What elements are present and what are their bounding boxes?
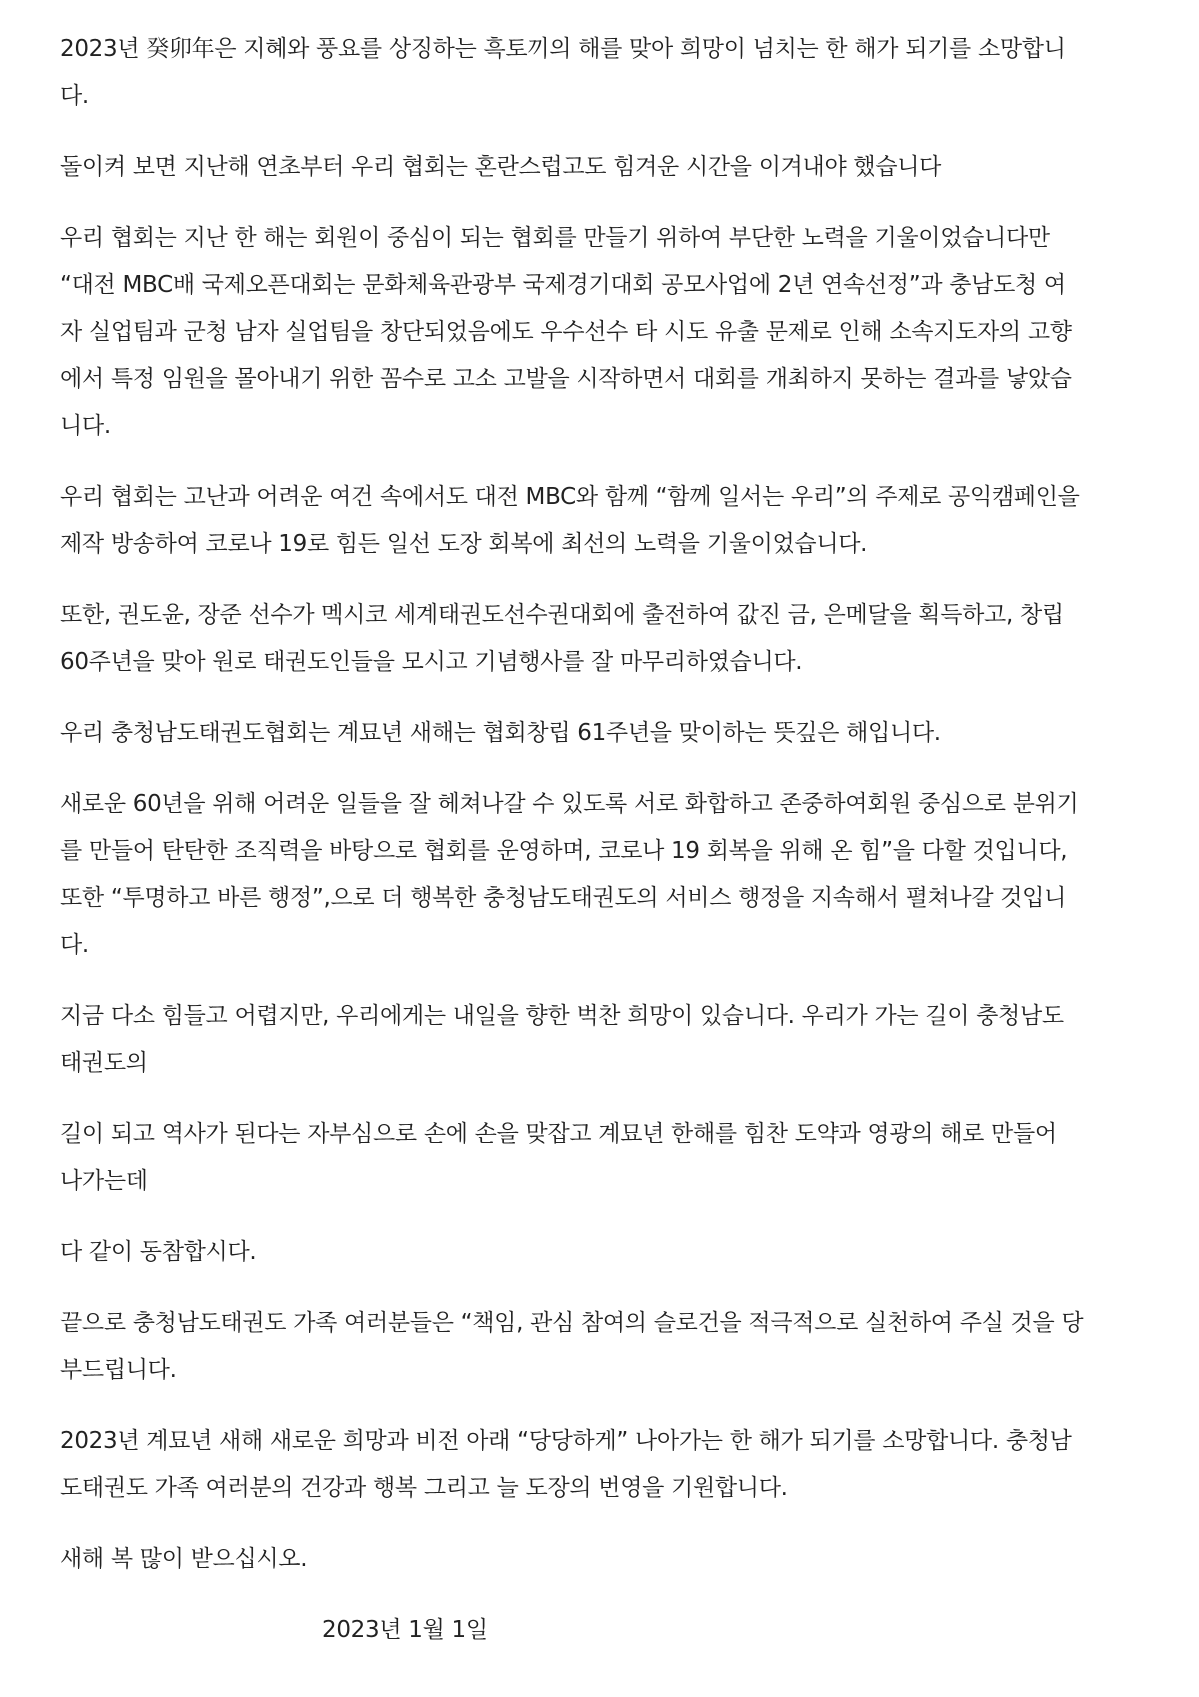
paragraph-line: 새해 복 많이 받으십시오. (60, 1546, 308, 1572)
paragraph-5 (60, 592, 1139, 686)
paragraph-line: 2023년 癸卯年은 지혜와 풍요를 상징하는 흑토끼의 해를 맞아 희망이 넘치는 한 해가 되기를 소망합니 (60, 36, 1066, 62)
paragraph-line: 새로운 60년을 위해 어려운 일들을 잘 헤쳐나갈 수 있도록 서로 화합하고 존중하여회원 중심으로 분위기 (60, 791, 1079, 817)
paragraph-line: 태권도의 (60, 1050, 148, 1076)
paragraph-line: 또한, 권도윤, 장준 선수가 멕시코 세계태권도선수권대회에 출전하여 값진 금, 은메달을 획득하고, 창립 (60, 602, 1064, 628)
paragraph-11 (60, 1300, 1139, 1394)
paragraph-line: 돌이켜 보면 지난해 연초부터 우리 협회는 혼란스럽고도 힘겨운 시간을 이겨내야 했습니다 (60, 154, 942, 180)
paragraph-1 (60, 26, 1139, 120)
paragraph-3 (60, 215, 1139, 450)
paragraph-line: “대전 MBC배 국제오픈대회는 문화체육관광부 국제경기대회 공모사업에 2년 연속선정”과 충남도청 여 (60, 272, 1066, 298)
paragraph-line: 다 같이 동참합시다. (60, 1239, 257, 1265)
paragraph-line: 우리 협회는 지난 한 해는 회원이 중심이 되는 협회를 만들기 위하여 부단한 노력을 기울이었습니다만 (60, 225, 1050, 251)
paragraph-line: 우리 협회는 고난과 어려운 여건 속에서도 대전 MBC와 함께 “함께 일서는 우리”의 주제로 공익캠페인을 (60, 484, 1080, 510)
paragraph-line: 다. (60, 83, 89, 109)
paragraph-line: 또한 “투명하고 바른 행정”,으로 더 행복한 충청남도태권도의 서비스 행정을 지속해서 펼쳐나갈 것입니 (60, 885, 1067, 911)
paragraph-line: 니다. (60, 413, 111, 439)
document-date: 2023년 1월 1일 (322, 1617, 488, 1643)
paragraph-line: 도태권도 가족 여러분의 건강과 행복 그리고 늘 도장의 번영을 기원합니다. (60, 1475, 788, 1501)
paragraph-line: 우리 충청남도태권도협회는 계묘년 새해는 협회창립 61주년을 맞이하는 뜻깊은 해입니다. (60, 720, 941, 746)
paragraph-line: 끝으로 충청남도태권도 가족 여러분들은 “책임, 관심 참여의 슬로건을 적극적으로 실천하여 주실 것을 당 (60, 1310, 1084, 1336)
paragraph-12 (60, 1418, 1139, 1512)
paragraph-line: 다. (60, 932, 89, 958)
paragraph-line: 60주년을 맞아 원로 태권도인들을 모시고 기념행사를 잘 마무리하였습니다. (60, 649, 803, 675)
paragraph-line: 지금 다소 힘들고 어렵지만, 우리에게는 내일을 향한 벅찬 희망이 있습니다. 우리가 가는 길이 충청남도 (60, 1003, 1064, 1029)
paragraph-line: 부드립니다. (60, 1357, 177, 1383)
paragraph-line: 에서 특정 임원을 몰아내기 위한 꼼수로 고소 고발을 시작하면서 대회를 개최하지 못하는 결과를 낳았습 (60, 366, 1072, 392)
paragraph-6 (60, 710, 1139, 757)
paragraph-line: 제작 방송하여 코로나 19로 힘든 일선 도장 회복에 최선의 노력을 기울이었습니다. (60, 531, 868, 557)
paragraph-9 (60, 1111, 1139, 1205)
paragraph-7 (60, 781, 1139, 969)
paragraph-line: 자 실업팀과 군청 남자 실업팀을 창단되었음에도 우수선수 타 시도 유출 문제로 인해 소속지도자의 고향 (60, 319, 1072, 345)
paragraph-line: 길이 되고 역사가 된다는 자부심으로 손에 손을 맞잡고 계묘년 한해를 힘찬 도약과 영광의 해로 만들어 (60, 1121, 1057, 1147)
paragraph-line: 나가는데 (60, 1168, 148, 1194)
paragraph-10 (60, 1229, 1139, 1276)
paragraph-13 (60, 1536, 1139, 1583)
paragraph-2 (60, 144, 1139, 191)
paragraph-8 (60, 993, 1139, 1087)
paragraph-line: 2023년 계묘년 새해 새로운 희망과 비전 아래 “당당하게” 나아가는 한 해가 되기를 소망합니다. 충청남 (60, 1428, 1072, 1454)
paragraph-line: 를 만들어 탄탄한 조직력을 바탕으로 협회를 운영하며, 코로나 19 회복을 위해 온 힘”을 다할 것입니다, (60, 838, 1068, 864)
paragraph-4 (60, 474, 1139, 568)
